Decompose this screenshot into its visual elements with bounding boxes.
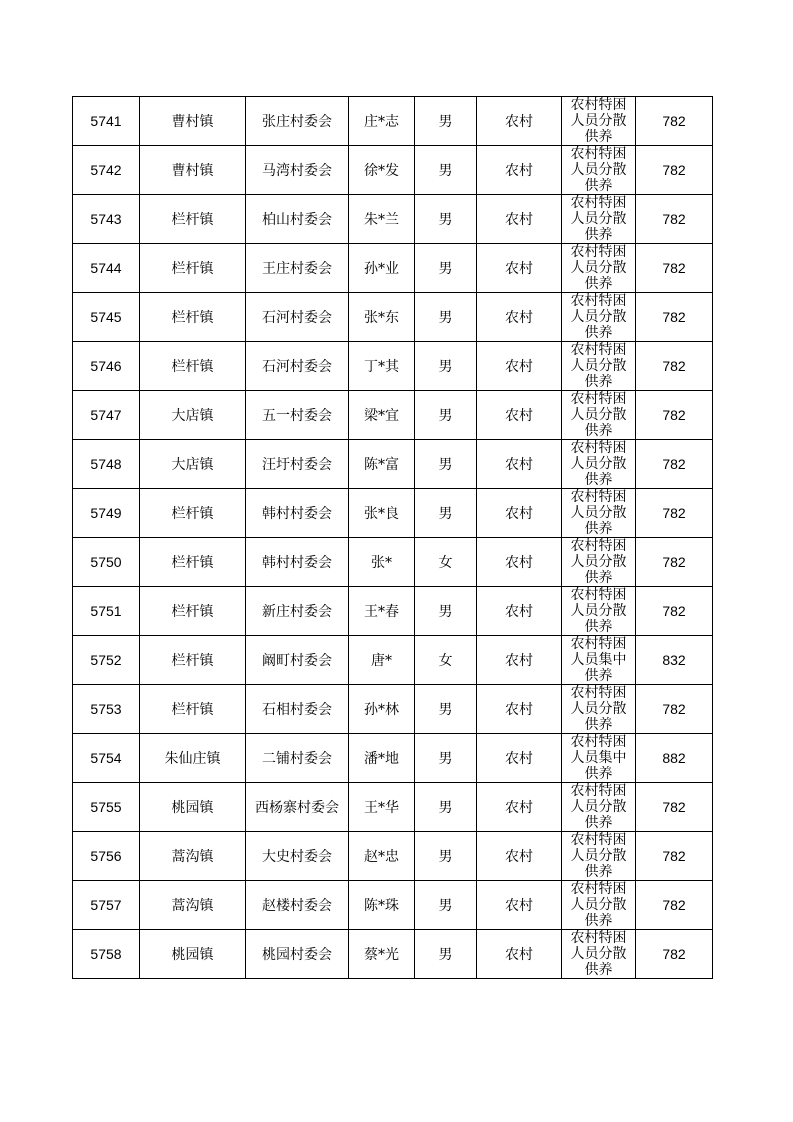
gender-cell: 男 <box>415 734 477 783</box>
amount-cell: 782 <box>636 146 713 195</box>
table-row <box>73 930 713 979</box>
table-row <box>73 244 713 293</box>
support-category-text: 农村特困人员分散供养 <box>570 685 627 733</box>
village-committee-cell: 大史村委会 <box>246 832 349 881</box>
gender-cell: 男 <box>415 930 477 979</box>
amount-cell: 832 <box>636 636 713 685</box>
person-name-cell: 孙*业 <box>349 244 415 293</box>
gender-cell: 男 <box>415 832 477 881</box>
town-cell: 栏杆镇 <box>140 293 246 342</box>
row-number: 5750 <box>73 538 140 587</box>
support-category-cell <box>562 832 636 881</box>
gender-cell: 男 <box>415 342 477 391</box>
area-type-cell: 农村 <box>477 146 562 195</box>
support-category-text: 农村特困人员分散供养 <box>570 97 627 145</box>
support-category-cell <box>562 734 636 783</box>
gender-cell: 男 <box>415 587 477 636</box>
gender-cell: 男 <box>415 783 477 832</box>
person-name-cell: 陈*珠 <box>349 881 415 930</box>
row-number: 5748 <box>73 440 140 489</box>
support-category-cell <box>562 783 636 832</box>
area-type-cell: 农村 <box>477 97 562 146</box>
area-type-cell: 农村 <box>477 783 562 832</box>
amount-cell: 782 <box>636 783 713 832</box>
table-row <box>73 195 713 244</box>
amount-cell: 782 <box>636 391 713 440</box>
area-type-cell: 农村 <box>477 685 562 734</box>
support-category-text: 农村特困人员分散供养 <box>570 881 627 929</box>
town-cell: 大店镇 <box>140 391 246 440</box>
support-category-cell <box>562 489 636 538</box>
amount-cell: 782 <box>636 244 713 293</box>
village-committee-cell: 马湾村委会 <box>246 146 349 195</box>
row-number: 5746 <box>73 342 140 391</box>
person-name-cell: 张*东 <box>349 293 415 342</box>
area-type-cell: 农村 <box>477 832 562 881</box>
table-row <box>73 685 713 734</box>
area-type-cell: 农村 <box>477 734 562 783</box>
amount-cell: 782 <box>636 881 713 930</box>
village-committee-cell: 赵楼村委会 <box>246 881 349 930</box>
table-row <box>73 342 713 391</box>
table-row <box>73 587 713 636</box>
row-number: 5758 <box>73 930 140 979</box>
gender-cell: 男 <box>415 440 477 489</box>
area-type-cell: 农村 <box>477 930 562 979</box>
support-category-text: 农村特困人员分散供养 <box>570 489 627 537</box>
village-committee-cell: 韩村村委会 <box>246 489 349 538</box>
town-cell: 栏杆镇 <box>140 489 246 538</box>
village-committee-cell: 汪圩村委会 <box>246 440 349 489</box>
row-number: 5752 <box>73 636 140 685</box>
row-number: 5755 <box>73 783 140 832</box>
village-committee-cell: 王庄村委会 <box>246 244 349 293</box>
person-name-cell: 孙*林 <box>349 685 415 734</box>
table-row <box>73 783 713 832</box>
amount-cell: 882 <box>636 734 713 783</box>
town-cell: 朱仙庄镇 <box>140 734 246 783</box>
support-category-cell <box>562 146 636 195</box>
village-committee-cell: 石河村委会 <box>246 293 349 342</box>
person-name-cell: 徐*发 <box>349 146 415 195</box>
town-cell: 栏杆镇 <box>140 636 246 685</box>
support-category-text: 农村特困人员分散供养 <box>570 195 627 243</box>
area-type-cell: 农村 <box>477 587 562 636</box>
village-committee-cell: 石相村委会 <box>246 685 349 734</box>
town-cell: 栏杆镇 <box>140 538 246 587</box>
amount-cell: 782 <box>636 342 713 391</box>
gender-cell: 男 <box>415 195 477 244</box>
row-number: 5742 <box>73 146 140 195</box>
amount-cell: 782 <box>636 538 713 587</box>
table-row <box>73 538 713 587</box>
village-committee-cell: 张庄村委会 <box>246 97 349 146</box>
table-row <box>73 391 713 440</box>
area-type-cell: 农村 <box>477 342 562 391</box>
support-category-text: 农村特困人员集中供养 <box>570 734 627 782</box>
town-cell: 栏杆镇 <box>140 244 246 293</box>
person-name-cell: 朱*兰 <box>349 195 415 244</box>
support-category-text: 农村特困人员分散供养 <box>570 440 627 488</box>
support-category-cell <box>562 587 636 636</box>
table-row <box>73 293 713 342</box>
area-type-cell: 农村 <box>477 293 562 342</box>
table-body <box>73 97 713 979</box>
support-category-text: 农村特困人员分散供养 <box>570 832 627 880</box>
row-number: 5753 <box>73 685 140 734</box>
town-cell: 桃园镇 <box>140 783 246 832</box>
row-number: 5744 <box>73 244 140 293</box>
town-cell: 大店镇 <box>140 440 246 489</box>
support-category-cell <box>562 195 636 244</box>
village-committee-cell: 韩村村委会 <box>246 538 349 587</box>
row-number: 5749 <box>73 489 140 538</box>
person-name-cell: 蔡*光 <box>349 930 415 979</box>
row-number: 5747 <box>73 391 140 440</box>
gender-cell: 男 <box>415 293 477 342</box>
support-category-text: 农村特困人员分散供养 <box>570 244 627 292</box>
support-category-text: 农村特困人员分散供养 <box>570 930 627 978</box>
table-row <box>73 97 713 146</box>
support-category-cell <box>562 930 636 979</box>
support-category-cell <box>562 342 636 391</box>
support-category-text: 农村特困人员分散供养 <box>570 587 627 635</box>
gender-cell: 女 <box>415 636 477 685</box>
support-category-text: 农村特困人员分散供养 <box>570 342 627 390</box>
amount-cell: 782 <box>636 930 713 979</box>
area-type-cell: 农村 <box>477 195 562 244</box>
person-name-cell: 张* <box>349 538 415 587</box>
amount-cell: 782 <box>636 195 713 244</box>
table-row <box>73 881 713 930</box>
support-category-cell <box>562 293 636 342</box>
amount-cell: 782 <box>636 97 713 146</box>
row-number: 5757 <box>73 881 140 930</box>
town-cell: 栏杆镇 <box>140 587 246 636</box>
support-category-text: 农村特困人员分散供养 <box>570 293 627 341</box>
amount-cell: 782 <box>636 832 713 881</box>
support-category-cell <box>562 538 636 587</box>
amount-cell: 782 <box>636 489 713 538</box>
gender-cell: 女 <box>415 538 477 587</box>
gender-cell: 男 <box>415 391 477 440</box>
area-type-cell: 农村 <box>477 636 562 685</box>
amount-cell: 782 <box>636 685 713 734</box>
table-row <box>73 489 713 538</box>
area-type-cell: 农村 <box>477 244 562 293</box>
town-cell: 曹村镇 <box>140 146 246 195</box>
town-cell: 蒿沟镇 <box>140 881 246 930</box>
row-number: 5756 <box>73 832 140 881</box>
data-table <box>72 96 713 979</box>
town-cell: 蒿沟镇 <box>140 832 246 881</box>
person-name-cell: 王*春 <box>349 587 415 636</box>
person-name-cell: 丁*其 <box>349 342 415 391</box>
village-committee-cell: 柏山村委会 <box>246 195 349 244</box>
town-cell: 曹村镇 <box>140 97 246 146</box>
support-category-cell <box>562 391 636 440</box>
support-category-text: 农村特困人员分散供养 <box>570 391 627 439</box>
amount-cell: 782 <box>636 587 713 636</box>
area-type-cell: 农村 <box>477 489 562 538</box>
support-category-cell <box>562 97 636 146</box>
person-name-cell: 赵*忠 <box>349 832 415 881</box>
village-committee-cell: 五一村委会 <box>246 391 349 440</box>
support-category-text: 农村特困人员分散供养 <box>570 783 627 831</box>
village-committee-cell: 石河村委会 <box>246 342 349 391</box>
village-committee-cell: 西杨寨村委会 <box>246 783 349 832</box>
person-name-cell: 庄*志 <box>349 97 415 146</box>
person-name-cell: 潘*地 <box>349 734 415 783</box>
gender-cell: 男 <box>415 146 477 195</box>
support-category-text: 农村特困人员集中供养 <box>570 636 627 684</box>
area-type-cell: 农村 <box>477 538 562 587</box>
support-category-cell <box>562 685 636 734</box>
gender-cell: 男 <box>415 244 477 293</box>
table-row <box>73 146 713 195</box>
town-cell: 栏杆镇 <box>140 685 246 734</box>
row-number: 5741 <box>73 97 140 146</box>
table-row <box>73 440 713 489</box>
town-cell: 栏杆镇 <box>140 342 246 391</box>
amount-cell: 782 <box>636 293 713 342</box>
row-number: 5751 <box>73 587 140 636</box>
person-name-cell: 张*良 <box>349 489 415 538</box>
village-committee-cell: 阚町村委会 <box>246 636 349 685</box>
gender-cell: 男 <box>415 881 477 930</box>
town-cell: 栏杆镇 <box>140 195 246 244</box>
gender-cell: 男 <box>415 685 477 734</box>
row-number: 5754 <box>73 734 140 783</box>
person-name-cell: 陈*富 <box>349 440 415 489</box>
area-type-cell: 农村 <box>477 440 562 489</box>
support-category-text: 农村特困人员分散供养 <box>570 538 627 586</box>
town-cell: 桃园镇 <box>140 930 246 979</box>
person-name-cell: 梁*宜 <box>349 391 415 440</box>
support-category-cell <box>562 881 636 930</box>
support-category-cell <box>562 440 636 489</box>
support-category-cell <box>562 636 636 685</box>
village-committee-cell: 桃园村委会 <box>246 930 349 979</box>
gender-cell: 男 <box>415 97 477 146</box>
support-category-text: 农村特困人员分散供养 <box>570 146 627 194</box>
amount-cell: 782 <box>636 440 713 489</box>
table-row <box>73 734 713 783</box>
village-committee-cell: 新庄村委会 <box>246 587 349 636</box>
gender-cell: 男 <box>415 489 477 538</box>
table-row <box>73 636 713 685</box>
table-row <box>73 832 713 881</box>
support-category-cell <box>562 244 636 293</box>
area-type-cell: 农村 <box>477 881 562 930</box>
person-name-cell: 唐* <box>349 636 415 685</box>
row-number: 5745 <box>73 293 140 342</box>
village-committee-cell: 二铺村委会 <box>246 734 349 783</box>
person-name-cell: 王*华 <box>349 783 415 832</box>
area-type-cell: 农村 <box>477 391 562 440</box>
row-number: 5743 <box>73 195 140 244</box>
